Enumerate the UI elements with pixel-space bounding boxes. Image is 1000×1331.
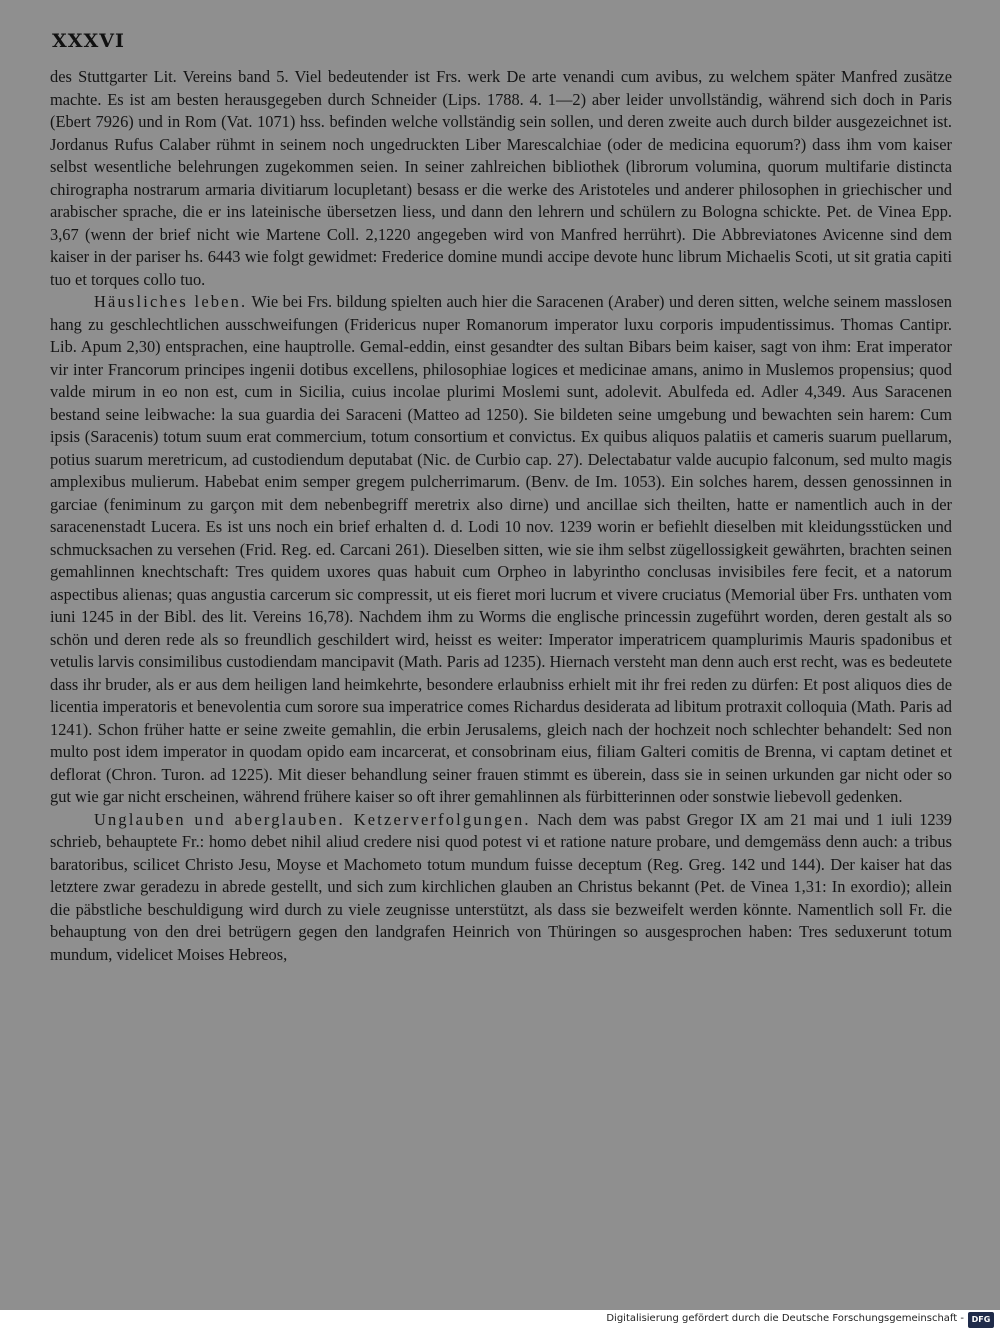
section-heading: Unglauben und aberglauben. Ketzerverfolgungen.	[94, 809, 531, 829]
footer-bar	[0, 1310, 1000, 1331]
body-text	[50, 66, 952, 966]
paragraph-domestic-life	[50, 291, 952, 809]
paragraph-text: Wie bei Frs. bildung spielten auch hier die Saracenen (Araber) und deren sitten, welche seinem masslosen hang zu geschlechtlichen ausschweifungen (Fridericus nuper Romanorum imperator luxu corporis impudentissimus. Thomas Cantipr. Lib. Apum 2,30) entsprachen, eine hauptrolle. Gemal-eddin, einst gesandter des sultan Bibars beim kaiser, sagt von ihm: Erat imperator vir inter Francorum principes ingenii dotibus excellens, philosophiae logices et medicinae amans, animo in Muslemos propensius; quod valde mirum in eo non est, cum in Sicilia, cuius incolae plurimi Moslemi sunt, adolevit. Abulfeda ed. Adler 4,349. Aus Saracenen bestand seine leibwache: la sua guardia dei Saraceni (Matteo ad 1250). Sie bildeten seine umgebung und bewachten sein harem: Cum ipsis (Saracenis) totum suum erat commercium, totum consortium et convictus. Ex quibus aliquos palatiis et cameris suarum puellarum, potius suarum meretricum, ad custodiendum deputabat (Nic. de Curbio cap. 27). Delectabatur valde aucupio falconum, sed multo magis amplexibus mulierum. Habebat enim semper gregem pulcherrimarum. (Benv. de Im. 1053). Ein solches harem, dessen genossinnen in garciae (feniminum zu garçon mit dem nebenbegriff meretrix also dirne) und ancillae sich theilten, hatte er namentlich auch in der saracenenstadt Lucera. Es ist uns noch ein brief erhalten d. d. Lodi 10 nov. 1239 worin er befiehlt dieselben mit kleidungsstücken und schmucksachen zu versehen (Frid. Reg. ed. Carcani 261). Dieselben sitten, wie sie ihm selbst zügellossigkeit gewährten, brachten seinen gemahlinnen knechtschaft: Tres quidem uxores quas habuit cum Orpheo in labyrintho conclusas invisibiles fere fecit, et a natorum aspectibus alienas; quas angustia carcerum sic compressit, ut eis fieret mori lucrum et vivere cruciatus (Memorial über Frs. unthaten vom iuni 1245 in der Bibl. des lit. Vereins 16,78). Nachdem ihm zu Worms die englische princessin zugeführt worden, deren gestalt als so schön und deren rede als so freundlich geschildert wird, heisst es weiter: Imperator imperatricem quamplurimis Mauris spadonibus et vetulis larvis consimilibus custodiendam mancipavit (Math. Paris ad 1235). Hiernach versteht man denn auch erst recht, was es bedeutete dass ihr bruder, als er aus dem heiligen land heimkehrte, besondere erlaubniss erhielt mit ihr frei reden zu dürfen: Et post aliquos dies de licentia imperatoris et benevolentia cum sorore sua imperatrice comes Richardus desiderata ad libitum protraxit colloquia (Math. Paris ad 1241). Schon früher hatte er seine zweite gemahlin, die erbin Jerusalems, gleich nach der hochzeit noch schlechter behandelt: Sed non multo post idem imperator in quodam opido eam incarcerat, et consobrinam eius, filiam Galteri comitis de Brenna, vi captam detinet et deflorat (Chron. Turon. ad 1225). Mit dieser behandlung seiner frauen stimmt es überein, dass sie in seinen urkunden gar nicht oder so gut wie gar nicht erscheinen, während frühere kaiser so oft ihrer gemahlinnen als fürbitterinnen oder sonstwie liebevoll gedenken.	[50, 292, 952, 806]
paragraph-unbelief	[50, 809, 952, 967]
paragraph-bibliography	[50, 66, 952, 291]
dfg-logo-icon: DFG	[968, 1312, 994, 1328]
funding-note: Digitalisierung gefördert durch die Deutsche Forschungsgemeinschaft -	[606, 1313, 964, 1324]
section-heading: Häusliches leben.	[94, 292, 248, 311]
paragraph-text: Nach dem was pabst Gregor IX am 21 mai und 1 iuli 1239 schrieb, behauptete Fr.: homo debet nihil aliud credere nisi quod potest vi et ratione nature probare, und demgemäss denn auch: a tribus baratoribus, scilicet Christo Jesu, Moyse et Machometo totum mundum fuisse deceptum (Reg. Greg. 142 und 144). Der kaiser hat das letztere zwar geradezu in abrede gestellt, und sich zum kirchlichen glauben an Christus bekannt (Pet. de Vinea 1,31: In exordio); allein die päbstliche beschuldigung wird durch zu viele zeugnisse unterstützt, als dass sie bezweifelt werden könnte. Namentlich soll Fr. die behauptung von den drei betrügern gegen den landgrafen Heinrich von Thüringen so ausgesprochen haben: Tres seduxerunt totum mundum, videlicet Moises Hebreos,	[50, 809, 952, 964]
page-number: XXXVI	[52, 30, 125, 52]
paragraph-text: des Stuttgarter Lit. Vereins band 5. Viel bedeutender ist Frs. werk De arte venandi cum avibus, zu welchem später Manfred zusätze machte. Es ist am besten herausgegeben durch Schneider (Lips. 1788. 4. 1—2) aber leider unvollständig, während sich doch in Paris (Ebert 7926) und in Rom (Vat. 1071) hss. befinden welche vollständig sein sollen, und deren zweite auch durch bilder ausgezeichnet ist. Jordanus Rufus Calaber rühmt in seinem noch ungedruckten Liber Marescalchiae (oder de medicina equorum?) dass ihm vom kaiser selbst wesentliche belehrungen zugekommen seien. In seiner zahlreichen bibliothek (librorum volumina, quorum multifarie distincta chirographa nostrarum armaria divitiarum locupletant) besass er die werke des Aristoteles und anderer philosophen in griechischer und arabischer sprache, die er ins lateinische übersetzen liess, und dann den lehrern und schülern zu Bologna schickte. Pet. de Vinea Epp. 3,67 (wenn der brief nicht wie Martene Coll. 2,1220 angegeben wird von Manfred herrührt). Die Abbreviatones Avicenne sind dem kaiser in der pariser hs. 6443 wie folgt gewidmet: Frederice domine mundi accipe devote hunc librum Michaelis Scoti, ut sit gratia capiti tuo et torques collo tuo.	[50, 67, 952, 289]
